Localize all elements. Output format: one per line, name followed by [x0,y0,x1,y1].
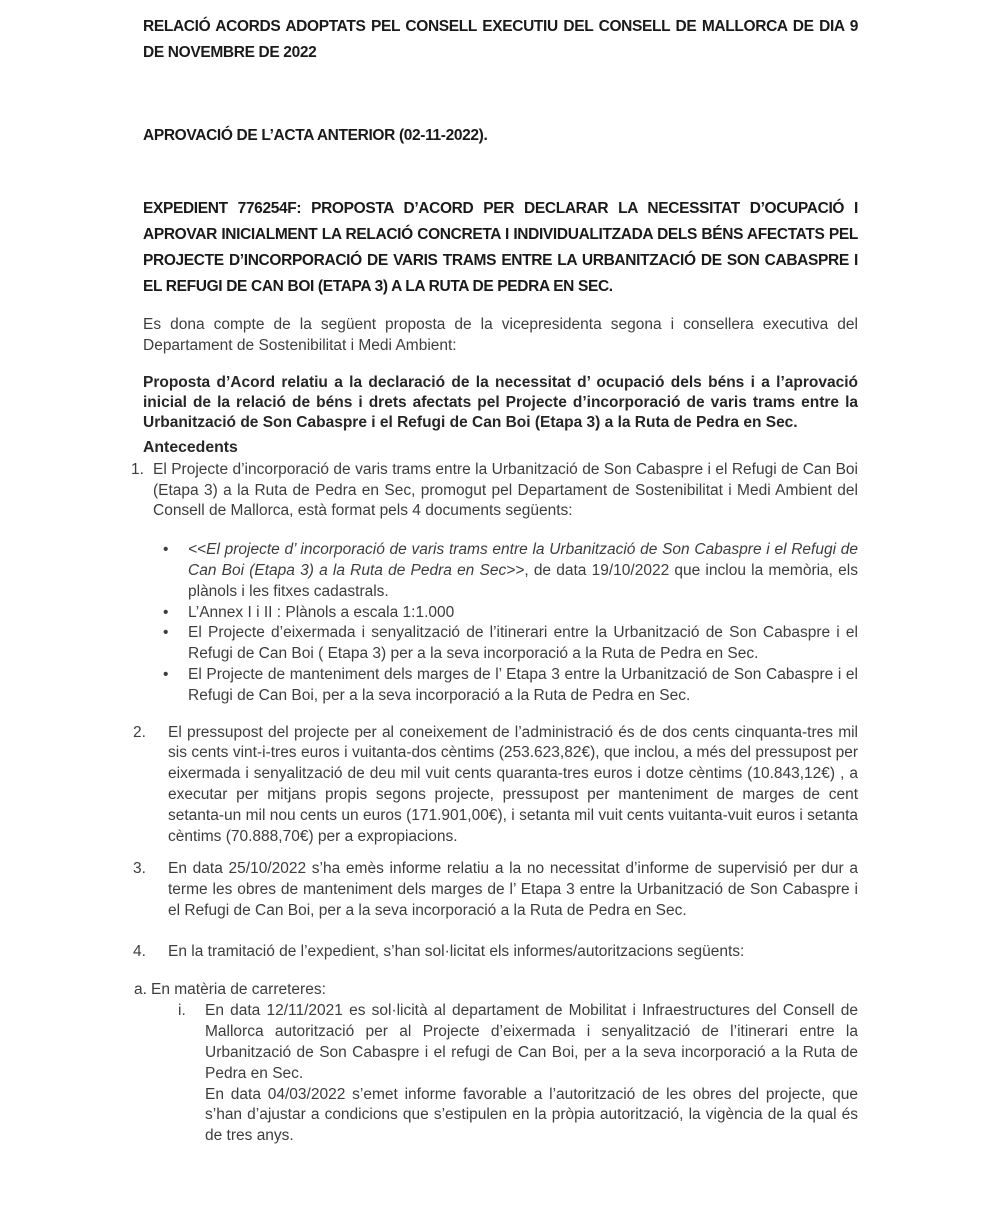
aprovacio-heading: APROVACIÓ DE L’ACTA ANTERIOR (02-11-2022). [143,127,488,144]
bullet-item-4-text: El Projecte de manteniment dels marges de l’ Etapa 3 entre la Urbanització de Son Cabaspre i el Refugi de Can Boi, per a la seva incorporació a la Ruta de Pedra en Sec. [188,665,858,704]
sub-item-i-numeral: i. [178,1002,186,1020]
item-3-text: En data 25/10/2022 s’ha emès informe relatiu a la no necessitat d’informe de supervisió per dur a terme les obres de manteniment dels marges de l’ Etapa 3 entre la Urbanització de Son Cabaspre i el Refugi de Can Boi, per a la seva incorporació a la Ruta de Pedra en Sec. [168,860,858,919]
bullet-item-3-text: El Projecte d’eixermada i senyalització de l’itinerari entre la Urbanització de Son Cabaspre i el Refugi de Can Boi ( Etapa 3) per a la seva incorporació a la Ruta de Pedra en Sec. [188,624,858,663]
antecedents-heading: Antecedents [143,438,238,456]
document-content [0,14,1000,1147]
bullet-icon: • [163,665,169,683]
item-2-text: El pressupost del projecte per al coneixement de l’administració és de dos cents cinquanta-tres mil sis cents vint-i-tres euros i vuitanta-dos cèntims (253.623,82€), que inclou, a més del pressupost per eixermada i senyalització de deu mil vuit cents quaranta-tres euros i dotze cèntims (10.843,12€) , a executar per mitjans propis segons projecte, pressupost per manteniment de marges de cent setanta-un mil nou cents un euros (171.901,00€), i setanta mil vuit cents vuitanta-vuit euros i setanta cèntims (70.888,70€) per a expropiacions. [168,723,858,845]
sub-item-i-text [205,1001,858,1147]
numbered-item-4 [133,942,858,963]
bullet-item-3 [143,623,858,665]
numbered-item-1 [131,460,858,522]
numbered-item-3 [133,859,858,921]
bullet-item-2-text: L’Annex I i II : Plànols a escala 1:1.000 [188,603,455,621]
bullet-item-2 [143,603,858,624]
bullet-item-4 [143,665,858,707]
sub-item-i [143,1001,858,1147]
item-1-number: 1. [131,460,144,478]
item-3-number: 3. [133,860,146,878]
bullet-item-1 [143,540,858,602]
sub-item-a [134,980,858,1001]
item-4-text: En la tramitació de l’expedient, s’han sol·licitat els informes/autoritzacions següents: [168,942,745,960]
sub-item-a-letter: a. [134,980,147,998]
item-4-number: 4. [133,942,146,960]
numbered-item-2 [133,723,858,848]
item-1-text: El Projecte d’incorporació de varis trams entre la Urbanització de Son Cabaspre i el Refugi de Can Boi (Etapa 3) a la Ruta de Pedra en Sec, promogut pel Departament de Sostenibilitat i Medi Ambient del Consell de Mallorca, està format pels 4 documents següents: [153,460,858,520]
bullet-icon: • [163,603,169,621]
expedient-heading: EXPEDIENT 776254F: PROPOSTA D’ACORD PER DECLARAR LA NECESSITAT D’OCUPACIÓ I APROVAR INICIALMENT LA RELACIÓ CONCRETA I INDIVIDUALITZADA DELS BÉNS AFECTATS PEL PROJECTE D’INCORPORACIÓ DE VARIS TRAMS ENTRE LA URBANITZACIÓ DE SON CABASPRE I EL REFUGI DE CAN BOI (ETAPA 3) A LA RUTA DE PEDRA EN SEC. [143,200,858,295]
bullet-icon: • [163,541,169,559]
bullet-list [143,540,858,706]
proposal-paragraph: Proposta d’Acord relatiu a la declaració de la necessitat d’ ocupació dels béns i a l’aprovació inicial de la relació de béns i drets afectats pel Projecte d’incorporació de varis trams entre la Urbanització de Son Cabaspre i el Refugi de Can Boi (Etapa 3) a la Ruta de Pedra en Sec. [143,373,858,432]
sub-item-i-paragraph-1: En data 12/11/2021 es sol·licità al departament de Mobilitat i Infraestructures del Consell de Mallorca autorització per al Projecte d’eixermada i senyalització de l’itinerari entre la Urbanització de Son Cabaspre i el refugi de Can Boi, per a la seva incorporació a la Ruta de Pedra en Sec. [205,1002,858,1082]
bullet-item-1-regular: , de data 19/10/2022 que inclou la memòria, els plànols i les fitxes cadastrals. [188,562,858,600]
sub-item-a-text: En matèria de carreteres: [151,980,326,998]
document-title: RELACIÓ ACORDS ADOPTATS PEL CONSELL EXECUTIU DEL CONSELL DE MALLORCA DE DIA 9 DE NOVEMBRE DE 2022 [143,18,858,61]
intro-paragraph: Es dona compte de la següent proposta de la vicepresidenta segona i consellera executiva del Departament de Sostenibilitat i Medi Ambient: [143,316,858,354]
bullet-item-1-text [188,540,858,602]
bullet-icon: • [163,624,169,642]
bullet-item-1-italic-title: <<El projecte d’ incorporació de varis trams entre la Urbanització de Son Cabaspre i el Refugi de Can Boi (Etapa 3) a la Ruta de Pedra en Sec>> [188,541,858,579]
item-2-number: 2. [133,723,146,741]
sub-item-i-paragraph-2: En data 04/03/2022 s’emet informe favorable a l’autorització de les obres del projecte, que s’han d’ajustar a condicions que s’estipulen en la pròpia autorització, la vigència de la qual és de tres anys. [205,1085,858,1145]
